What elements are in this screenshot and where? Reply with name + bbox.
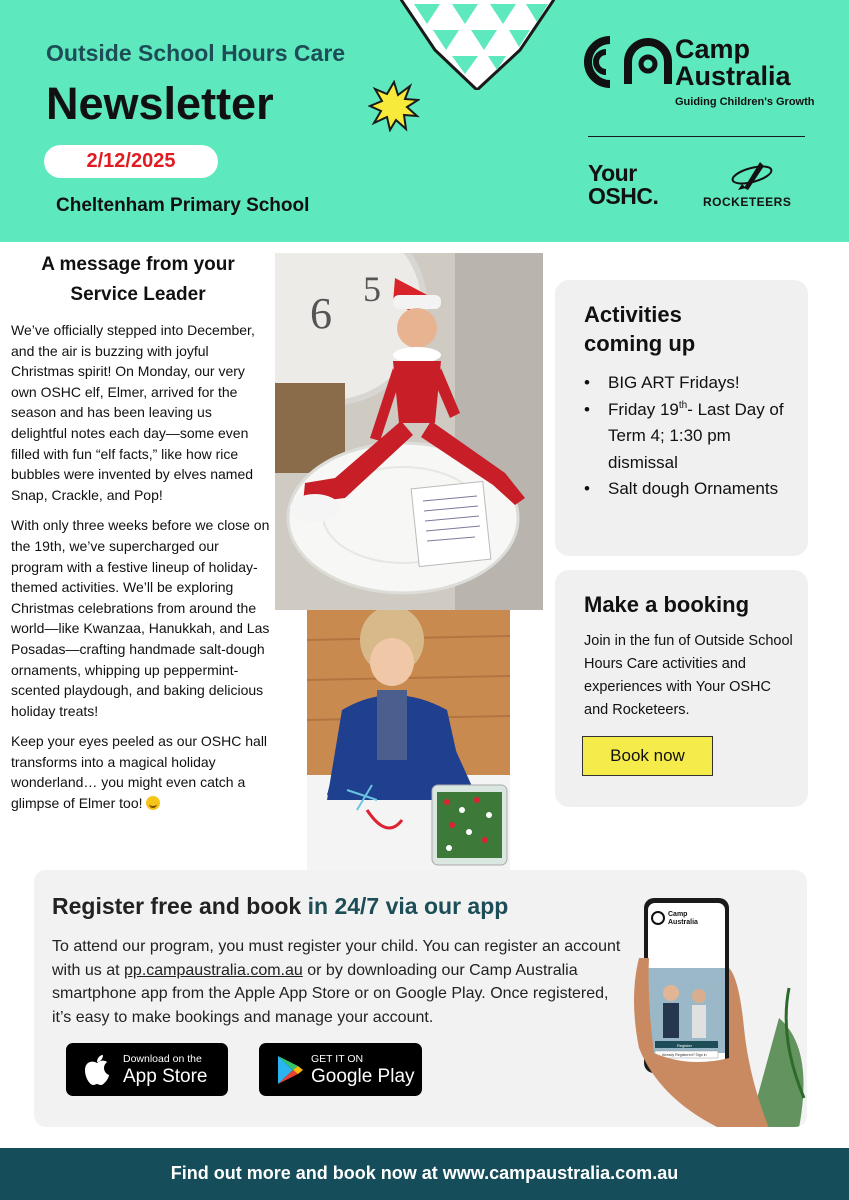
smiley-icon bbox=[146, 796, 160, 810]
camp-australia-logo-icon bbox=[584, 36, 674, 88]
svg-text:5: 5 bbox=[363, 269, 381, 309]
elf-on-shelf-photo bbox=[275, 253, 543, 610]
app-store-button[interactable] bbox=[66, 1043, 228, 1096]
activity-item: • Friday 19th- Last Day of Term 4; 1:30 pm dismissal bbox=[584, 397, 794, 477]
message-paragraph-1: We’ve officially stepped into December, and the air is buzzing with joyful Christmas spirit! On Monday, our very own OSHC elf, Elmer, arrived for the season and has been leaving us delightful notes each day—some even filled with fun “elf facts,” like how rice bubbles were invented by elves named Snap, Crackle, and Pop! bbox=[11, 322, 255, 503]
triangle-pattern-badge-icon bbox=[400, 0, 555, 90]
app-store-big-label: App Store bbox=[123, 1066, 208, 1087]
phone-mockup-icon bbox=[629, 898, 807, 1127]
activity-item: • Salt dough Ornaments bbox=[584, 476, 794, 503]
google-play-button[interactable] bbox=[259, 1043, 422, 1096]
rocketeers-logo: ROCKETEERS bbox=[703, 195, 792, 209]
activities-title: Activities coming up bbox=[584, 302, 696, 356]
brand-name: Camp Australia bbox=[675, 34, 791, 91]
message-paragraph-3: Keep your eyes peeled as our OSHC hall transforms into a magical holiday wonderland… you might even catch a glimpse of Elmer too! bbox=[11, 733, 268, 812]
booking-title: Make a booking bbox=[584, 592, 750, 617]
svg-text:Australia: Australia bbox=[668, 919, 698, 926]
svg-text:Register: Register bbox=[677, 1043, 692, 1048]
apple-icon bbox=[82, 1054, 112, 1086]
activity-item: • BIG ART Fridays! bbox=[584, 370, 794, 397]
booking-card bbox=[555, 570, 808, 807]
header-divider bbox=[588, 136, 805, 137]
activities-card bbox=[555, 280, 808, 556]
google-play-small-label: GET IT ON bbox=[311, 1053, 364, 1065]
register-link[interactable]: pp.campaustralia.com.au bbox=[124, 961, 303, 979]
app-store-small-label: Download on the bbox=[123, 1053, 202, 1065]
school-name: Cheltenham Primary School bbox=[56, 195, 310, 216]
activities-list bbox=[584, 370, 794, 503]
child-craft-photo bbox=[307, 610, 510, 875]
footer-banner[interactable]: Find out more and book now at www.campaustralia.com.au bbox=[0, 1148, 849, 1200]
message-heading: A message from your Service Leader bbox=[41, 254, 235, 305]
message-paragraph-2: With only three weeks before we close on the 19th, we’ve supercharged our program with a festive lineup of holiday-themed activities. We’ll be exploring Christmas celebrations from around the world—like Kwanzaa, Hanukkah, and Las Posadas—crafting handmade salt-dough ornaments, whipping up peppermint-scented playdough, and baking delicious holiday treats! bbox=[11, 517, 270, 719]
header-banner bbox=[0, 0, 849, 242]
booking-text: Join in the fun of Outside School Hours Care activities and experiences with Your OSHC and Rocketeers. bbox=[584, 633, 793, 718]
register-text: To attend our program, you must register your child. You can register an account with us at pp.campaustralia.com.au or by downloading our Camp Australia smartphone app from the Apple App Store or on Google Play. Once registered, it’s easy to make bookings and manage your account. bbox=[52, 938, 621, 1026]
svg-text:6: 6 bbox=[310, 289, 332, 338]
newsletter-title: Newsletter bbox=[46, 78, 274, 129]
newsletter-date: 2/12/2025 bbox=[44, 145, 218, 178]
google-play-icon bbox=[275, 1054, 305, 1086]
message-body bbox=[11, 320, 271, 824]
register-section bbox=[34, 870, 807, 1127]
rocket-icon bbox=[730, 158, 774, 192]
svg-text:Camp: Camp bbox=[668, 911, 688, 918]
google-play-big-label: Google Play bbox=[311, 1066, 415, 1087]
svg-text:Already Registered? Sign in: Already Registered? Sign in bbox=[662, 1053, 707, 1057]
newsletter-subtitle: Outside School Hours Care bbox=[46, 40, 346, 66]
register-title: Register free and book in 24/7 via our app bbox=[52, 893, 509, 919]
starburst-icon bbox=[368, 80, 420, 132]
book-now-button[interactable]: Book now bbox=[582, 736, 713, 776]
brand-tagline: Guiding Children's Growth bbox=[675, 96, 815, 108]
your-oshc-logo: Your OSHC. bbox=[588, 160, 659, 209]
